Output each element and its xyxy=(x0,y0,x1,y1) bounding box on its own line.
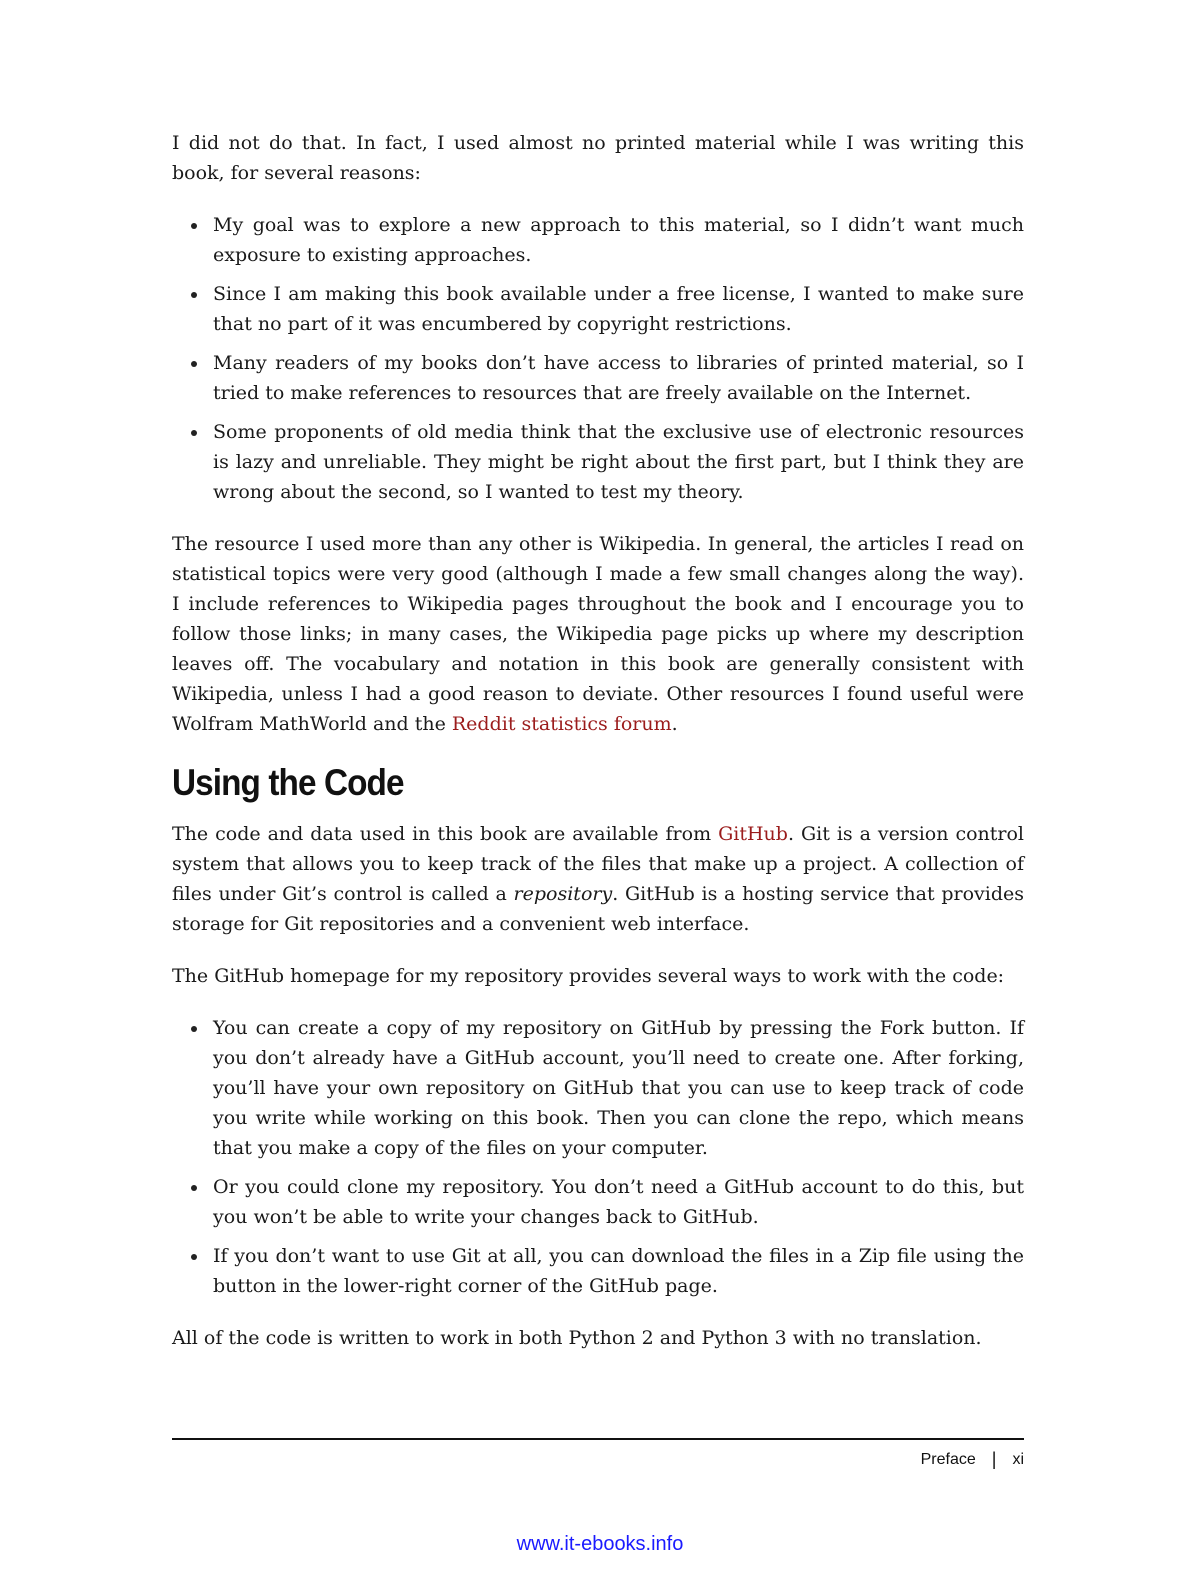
code-text-3: . GitHub is a hosting service that provides storage for Git repositories and a convenient web interface. xyxy=(172,883,1024,935)
code-paragraph xyxy=(172,819,1024,939)
ways-list xyxy=(172,1013,1024,1301)
homepage-paragraph: The GitHub homepage for my repository provides several ways to work with the code: xyxy=(172,965,1005,987)
list-item: Since I am making this book available under a free license, I wanted to make sure that no part of it was encumbered by copyright restrictions. xyxy=(172,279,1024,339)
resources-text-end: . xyxy=(671,713,678,735)
reasons-list xyxy=(172,210,1024,507)
list-item: Or you could clone my repository. You don’t need a GitHub account to do this, but you won’t be able to write your changes back to GitHub. xyxy=(172,1172,1024,1232)
github-link[interactable]: GitHub xyxy=(718,823,788,845)
list-item: If you don’t want to use Git at all, you can download the files in a Zip file using the button in the lower-right corner of the GitHub page. xyxy=(172,1241,1024,1301)
resources-text: The resource I used more than any other is Wikipedia. In general, the articles I read on statistical topics were very good (although I made a few small changes along the way). I include references to Wikipedia pages throughout the book and I encourage you to follow those links; in many cases, the Wikipedia page picks up where my description leaves off. The vocabulary and notation in this book are generally consistent with Wikipedia, unless I had a good reason to deviate. Other resources I found useful were Wolfram MathWorld and the xyxy=(172,533,1024,735)
section-heading: Using the Code xyxy=(172,762,404,803)
resources-paragraph xyxy=(172,529,1024,739)
page-body xyxy=(172,128,1024,1353)
list-item: Many readers of my books don’t have access to libraries of printed material, so I tried to make references to resources that are freely available on the Internet. xyxy=(172,348,1024,408)
closing-paragraph: All of the code is written to work in both Python 2 and Python 3 with no translation. xyxy=(172,1327,982,1349)
list-item: Some proponents of old media think that the exclusive use of electronic resources is lazy and unreliable. They might be right about the first part, but I think they are wrong about the second, so I wanted to test my theory. xyxy=(172,417,1024,507)
list-item: You can create a copy of my repository on GitHub by pressing the Fork button. If you don’t already have a GitHub account, you’ll need to create one. After forking, you’ll have your own repository on GitHub that you can use to keep track of code you write while working on this book. Then you can clone the repo, which means that you make a copy of the files on your computer. xyxy=(172,1013,1024,1163)
reddit-statistics-link[interactable]: Reddit statistics forum xyxy=(451,713,672,735)
list-item: My goal was to explore a new approach to this material, so I didn’t want much exposure to existing approaches. xyxy=(172,210,1024,270)
page-number: xi xyxy=(1012,1450,1024,1468)
footer-separator: | xyxy=(991,1449,997,1469)
code-text-2: . Git is a version control system that allows you to keep track of the files that make up a project. A collection of files under Git’s control is called a xyxy=(172,823,1025,905)
repository-term: repository xyxy=(513,883,613,905)
footer-rule xyxy=(172,1438,1024,1440)
footer-section-name: Preface xyxy=(920,1450,976,1468)
code-text-1: The code and data used in this book are available from xyxy=(172,823,719,845)
watermark-link[interactable]: www.it-ebooks.info xyxy=(516,1533,684,1555)
page-footer xyxy=(921,1449,1024,1470)
intro-paragraph: I did not do that. In fact, I used almost no printed material while I was writing this book, for several reasons: xyxy=(172,132,1024,184)
